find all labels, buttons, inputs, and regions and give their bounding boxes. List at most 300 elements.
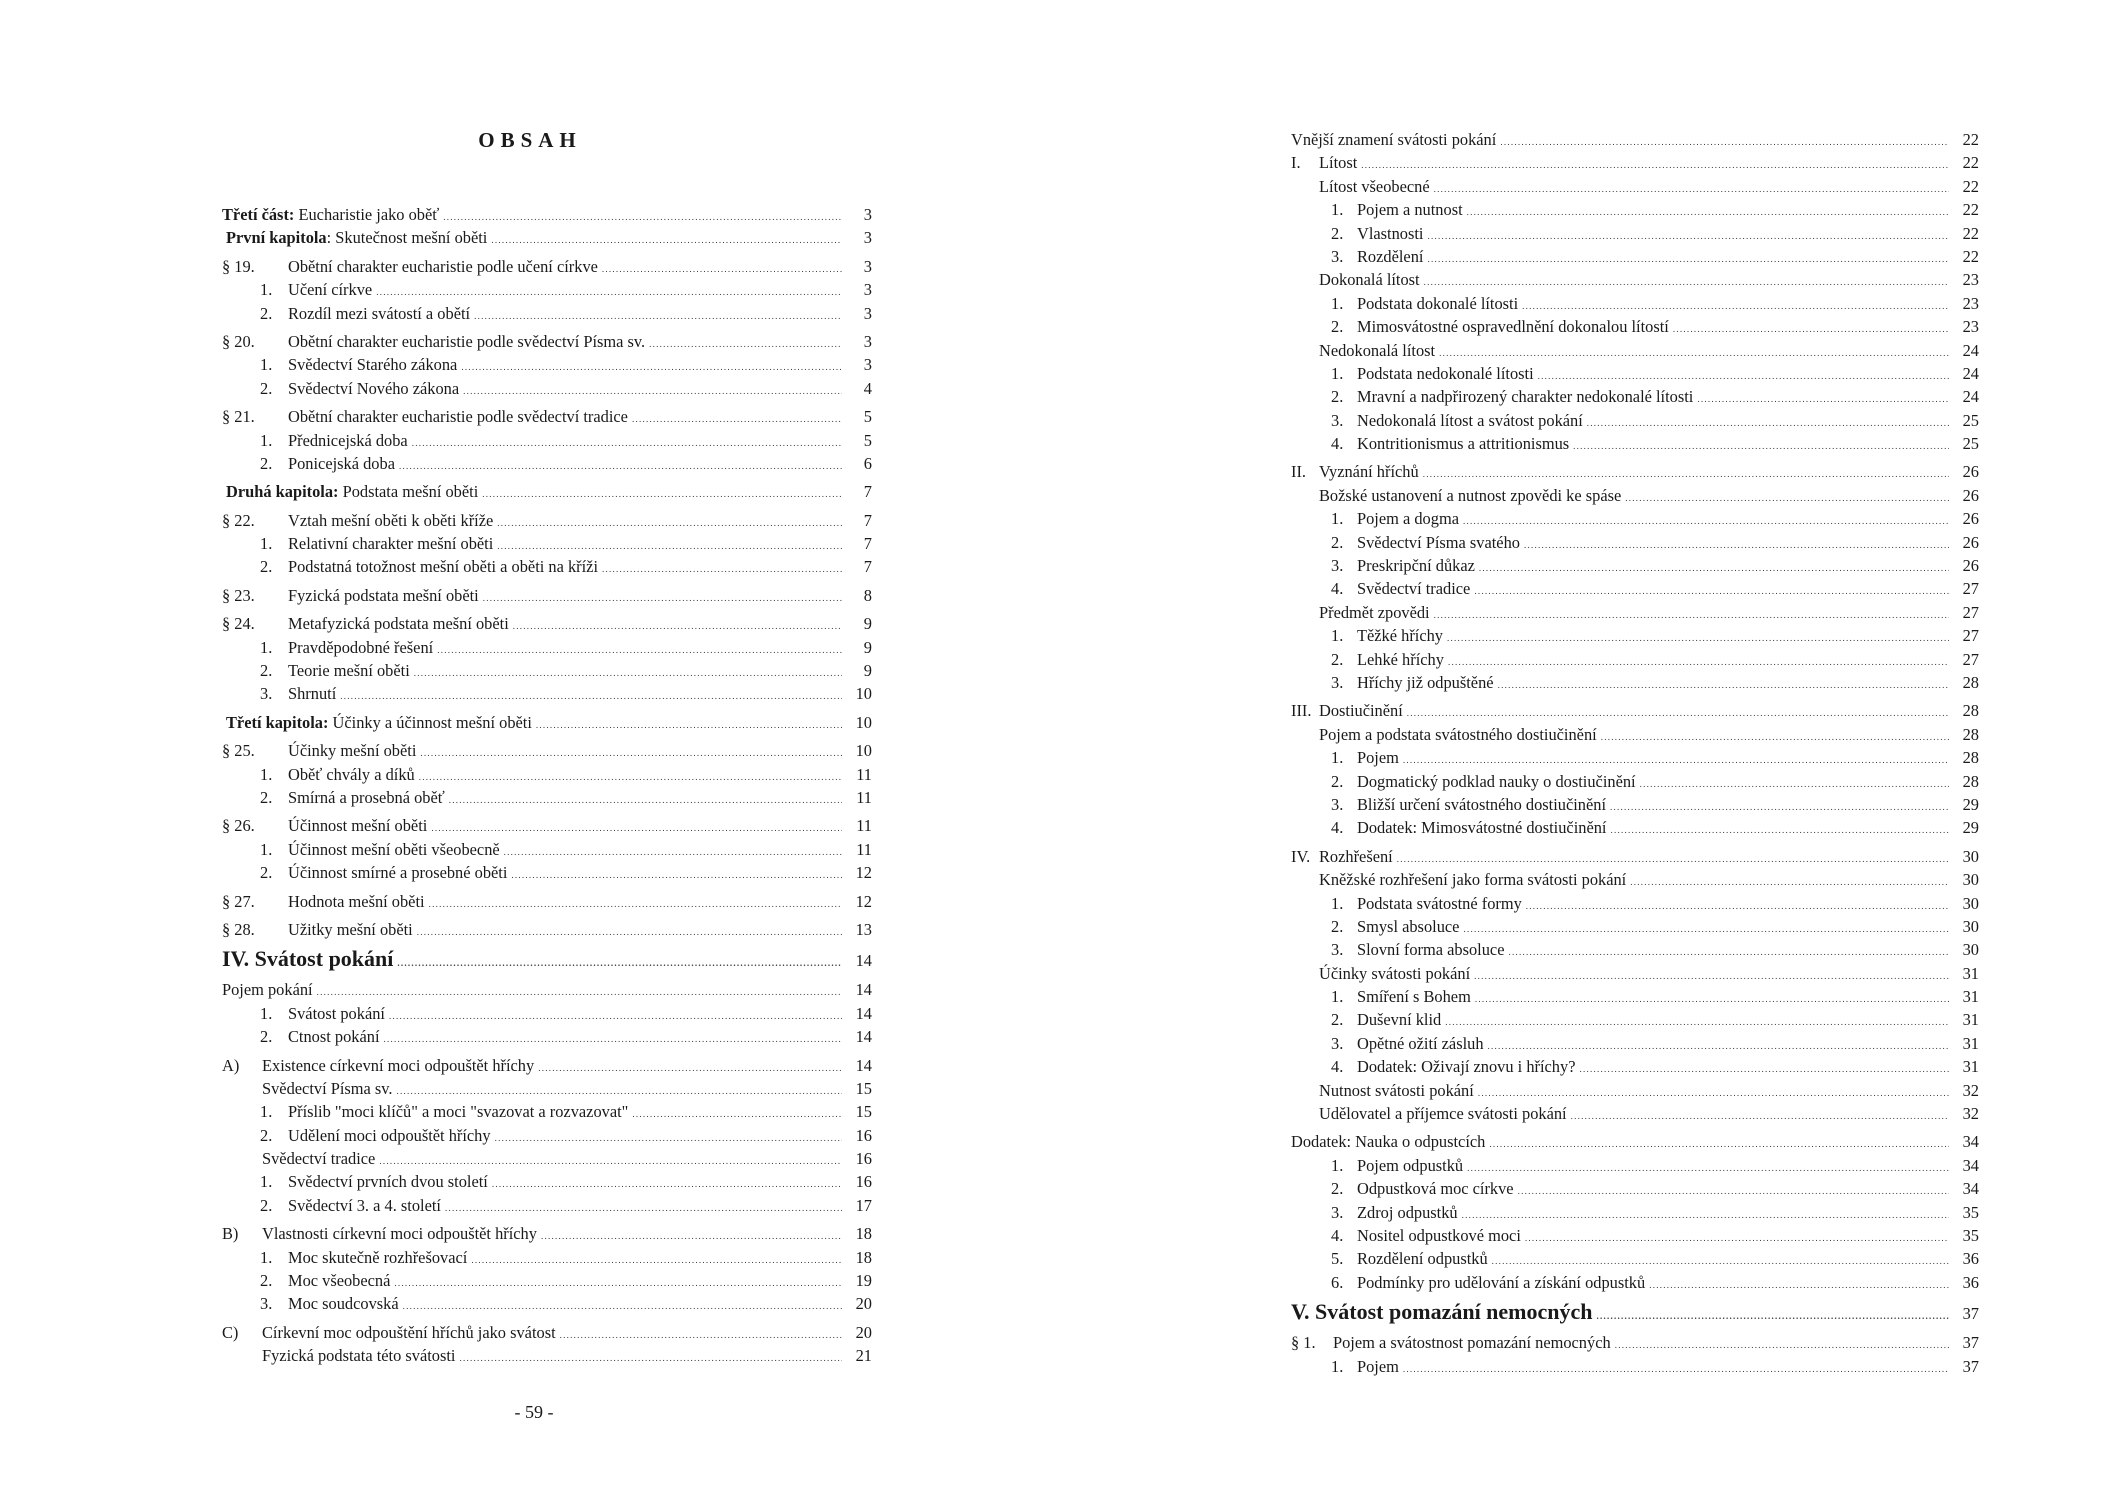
toc-entry-page: 36	[1962, 1249, 1979, 1269]
dot-leader	[560, 1323, 842, 1343]
toc-entry	[1291, 1273, 1979, 1296]
toc-entry-label: IV. Svátost pokání	[222, 946, 394, 972]
toc-entry-page: 37	[1962, 1333, 1979, 1353]
toc-entry-number: 1.	[260, 1172, 273, 1192]
dot-leader	[1640, 772, 1949, 792]
dot-leader	[1573, 434, 1949, 454]
toc-entry-label: Teorie mešní oběti	[288, 661, 410, 681]
toc-entry-page: 14	[855, 1027, 872, 1047]
toc-entry-label: Mimosvátostné ospravedlnění dokonalou lítostí	[1357, 317, 1669, 337]
toc-entry-page: 3	[863, 331, 872, 351]
toc-entry-page: 15	[855, 1078, 872, 1098]
toc-entry	[222, 1346, 872, 1369]
toc-entry-label: Nedokonalá lítost	[1319, 340, 1436, 360]
toc-entry-page: 24	[1962, 340, 1979, 360]
toc-entry-label: Smysl absoluce	[1357, 916, 1460, 936]
toc-entry-page: 18	[855, 1247, 872, 1267]
toc-entry-number: 1.	[1331, 626, 1344, 646]
toc-entry-label: Svědectví Písma sv.	[262, 1078, 393, 1098]
toc-entry-label-text: : Skutečnost mešní oběti	[326, 228, 488, 248]
toc-entry-page: 10	[855, 684, 872, 704]
toc-entry-page: 31	[1962, 963, 1979, 983]
toc-entry	[1291, 364, 1979, 387]
toc-entry	[1291, 940, 1979, 963]
toc-entry-label: Příslib "moci klíčů" a moci "svazovat a rozvazovat"	[288, 1102, 629, 1122]
toc-entry-number: 2.	[260, 453, 273, 473]
dot-leader	[1434, 177, 1949, 197]
toc-entry-label: Podstata svátostné formy	[1357, 893, 1522, 913]
toc-entry-number: 1.	[1331, 748, 1344, 768]
toc-entry-number: 1.	[1331, 293, 1344, 313]
dot-leader	[536, 713, 842, 733]
toc-entry-label: Pojem a svátostnost pomazání nemocných	[1333, 1333, 1611, 1353]
toc-entry-number: 3.	[1331, 410, 1344, 430]
toc-entry-label: Těžké hříchy	[1357, 626, 1444, 646]
toc-entry	[1291, 603, 1979, 626]
toc-entry-page: 11	[856, 839, 872, 859]
toc-entry-label: Učení církve	[288, 280, 373, 300]
toc-entry-page: 14	[855, 951, 872, 971]
toc-entry-number: 2.	[1331, 223, 1344, 243]
toc-entry-label: Ctnost pokání	[288, 1027, 380, 1047]
toc-entry	[222, 205, 872, 228]
toc-entry-page: 27	[1962, 602, 1979, 622]
toc-entry-label-text: Účinky a účinnost mešní oběti	[328, 712, 532, 732]
toc-entry-label: Moc soudcovská	[288, 1294, 399, 1314]
toc-entry-label: Pojem a podstata svátostného dostiučinění	[1319, 724, 1597, 744]
toc-entry-number: 1.	[260, 355, 273, 375]
toc-entry	[222, 614, 872, 637]
toc-entry-label: Účinky mešní oběti	[288, 741, 417, 761]
toc-entry	[1291, 1249, 1979, 1272]
toc-entry-page: 22	[1962, 176, 1979, 196]
toc-entry-label: Mravní a nadpřirozený charakter nedokonalé lítosti	[1357, 387, 1694, 407]
toc-entry-page: 29	[1962, 794, 1979, 814]
dot-leader	[1615, 1333, 1949, 1353]
toc-entry	[1291, 387, 1979, 410]
dot-leader	[1597, 1299, 1949, 1325]
toc-entry	[1291, 1104, 1979, 1127]
toc-entry	[222, 840, 872, 863]
toc-entry	[1291, 650, 1979, 673]
toc-entry-number: 2.	[260, 1271, 273, 1291]
toc-entry	[222, 304, 872, 327]
toc-entry-number: § 26.	[222, 816, 255, 836]
toc-entry-label: Užitky mešní oběti	[288, 919, 413, 939]
toc-entry-page: 26	[1962, 509, 1979, 529]
toc-entry-page: 13	[855, 919, 872, 939]
toc-entry-page: 10	[855, 712, 872, 732]
toc-entry-page: 30	[1962, 893, 1979, 913]
toc-entry-page: 14	[855, 1055, 872, 1075]
toc-entry-page: 14	[855, 1003, 872, 1023]
toc-entry-page: 23	[1962, 293, 1979, 313]
toc-entry	[1291, 1034, 1979, 1057]
toc-entry-page: 34	[1962, 1155, 1979, 1175]
dot-leader	[1673, 317, 1949, 337]
dot-leader	[1571, 1104, 1949, 1124]
toc-entry-number: § 22.	[222, 510, 255, 530]
dot-leader	[497, 534, 842, 554]
toc-entry	[222, 980, 872, 1003]
toc-entry-page: 23	[1962, 270, 1979, 290]
toc-entry-page: 37	[1962, 1304, 1979, 1324]
toc-entry-number: § 24.	[222, 614, 255, 634]
dot-leader	[1397, 847, 1949, 867]
toc-entry-label: Dodatek: Oživají znovu i hříchy?	[1357, 1057, 1576, 1077]
toc-entry-label: Zdroj odpustků	[1357, 1202, 1458, 1222]
toc-entry	[1291, 701, 1979, 724]
dot-leader	[602, 557, 842, 577]
toc-entry	[1291, 579, 1979, 602]
dot-leader	[1462, 1203, 1949, 1223]
toc-entry-label: Existence církevní moci odpouštět hříchy	[262, 1055, 535, 1075]
toc-entry-page: 27	[1962, 626, 1979, 646]
toc-entry-page: 17	[855, 1195, 872, 1215]
toc-entry-number: 2.	[1331, 387, 1344, 407]
toc-entry-number: 1.	[1331, 893, 1344, 913]
dot-leader	[384, 1027, 842, 1047]
toc-entry-label: Svědectví 3. a 4. století	[288, 1195, 441, 1215]
dot-leader	[632, 407, 842, 427]
toc-entry-page: 11	[856, 787, 872, 807]
toc-entry-page: 3	[863, 205, 872, 224]
toc-entry-page: 35	[1962, 1225, 1979, 1245]
toc-entry-label: Svědectví tradice	[262, 1149, 376, 1169]
toc-entry	[1291, 1132, 1979, 1155]
toc-entry	[222, 1196, 872, 1219]
toc-entry-bold-prefix: Třetí část:	[222, 205, 295, 224]
toc-entry	[222, 920, 872, 943]
toc-entry-label: Podstatná totožnost mešní oběti a oběti na kříži	[288, 557, 598, 577]
toc-entry-page: 4	[863, 378, 872, 398]
toc-entry-label: Moc všeobecná	[288, 1271, 391, 1291]
dot-leader	[1579, 1057, 1949, 1077]
toc-entry-number: 6.	[1331, 1272, 1344, 1292]
toc-entry-label: Podstata dokonalé lítosti	[1357, 293, 1519, 313]
toc-entry-label	[222, 205, 439, 225]
toc-entry-page: 3	[863, 303, 872, 323]
toc-entry-number: 1.	[260, 764, 273, 784]
toc-entry-page: 30	[1962, 940, 1979, 960]
toc-entry	[222, 1004, 872, 1027]
toc-entry-label: Smírná a prosebná oběť	[288, 787, 445, 807]
toc-entry	[222, 355, 872, 378]
toc-entry-page: 22	[1962, 223, 1979, 243]
dot-leader	[412, 431, 842, 451]
toc-entry	[1291, 1179, 1979, 1202]
dot-leader	[1423, 462, 1949, 482]
toc-entry-page: 24	[1962, 363, 1979, 383]
toc-entry-number: 2.	[1331, 1179, 1344, 1199]
toc-entry-number: § 27.	[222, 891, 255, 911]
toc-entry	[222, 661, 872, 684]
dot-leader	[1500, 130, 1949, 150]
dot-leader	[376, 280, 842, 300]
toc-entry-number: 1.	[260, 1003, 273, 1023]
toc-entry-number: II.	[1291, 462, 1307, 482]
toc-entry-number: 2.	[1331, 1010, 1344, 1030]
dot-leader	[471, 1248, 842, 1268]
toc-entry	[1291, 818, 1979, 841]
toc-entry-number: § 1.	[1291, 1333, 1316, 1353]
toc-entry	[1291, 294, 1979, 317]
dot-leader	[397, 946, 842, 972]
toc-entry	[1291, 847, 1979, 870]
toc-entry-label: Svědectví Starého zákona	[288, 355, 458, 375]
toc-entry-label: Dodatek: Mimosvátostné dostiučinění	[1357, 818, 1607, 838]
toc-entry-label: Udělovatel a příjemce svátosti pokání	[1319, 1104, 1567, 1124]
toc-entry-page: 22	[1962, 246, 1979, 266]
toc-entry-page: 32	[1962, 1104, 1979, 1124]
dot-leader	[1610, 818, 1949, 838]
toc-entry-page: 34	[1962, 1179, 1979, 1199]
toc-entry-page: 12	[855, 891, 872, 911]
toc-entry-page: 9	[863, 637, 872, 657]
toc-part-heading	[1291, 1299, 1979, 1333]
dot-leader	[461, 355, 842, 375]
toc-entry	[222, 1102, 872, 1125]
toc-entry-number: 3.	[1331, 1202, 1344, 1222]
toc-entry-number: 1.	[260, 1247, 273, 1267]
dot-leader	[1361, 153, 1949, 173]
toc-entry-page: 9	[863, 661, 872, 681]
toc-entry-page: 16	[855, 1149, 872, 1169]
dot-leader	[1488, 1034, 1949, 1054]
toc-entry-number: § 23.	[222, 585, 255, 605]
toc-entry-label: Svědectví Nového zákona	[288, 378, 460, 398]
toc-entry	[1291, 177, 1979, 200]
toc-entry	[222, 1248, 872, 1271]
dot-leader	[437, 638, 842, 658]
dot-leader	[443, 205, 842, 225]
toc-entry-bold-prefix: Třetí kapitola:	[226, 712, 329, 732]
toc-entry-label: V. Svátost pomazání nemocných	[1291, 1299, 1593, 1325]
toc-entry-page: 9	[863, 614, 872, 634]
dot-leader	[1489, 1132, 1949, 1152]
toc-entry-page: 15	[855, 1102, 872, 1122]
toc-entry-number: C)	[222, 1322, 239, 1342]
toc-entry-label: Pojem odpustků	[1357, 1155, 1464, 1175]
toc-entry-page: 7	[863, 510, 872, 530]
left-toc	[222, 205, 872, 1370]
dot-leader	[1649, 1273, 1949, 1293]
toc-entry	[222, 1271, 872, 1294]
toc-entry	[1291, 200, 1979, 223]
toc-entry-label	[226, 482, 478, 502]
toc-entry-label: Účinky svátosti pokání	[1319, 963, 1471, 983]
toc-entry-page: 27	[1962, 649, 1979, 669]
toc-entry-label: Obětní charakter eucharistie podle svědectví Písma sv.	[288, 331, 646, 351]
toc-entry-page: 28	[1962, 701, 1979, 721]
dot-leader	[449, 788, 842, 808]
dot-leader	[1424, 270, 1949, 290]
toc-title: OBSAH	[478, 128, 582, 152]
toc-entry-number: 3.	[1331, 246, 1344, 266]
toc-entry-number: 1.	[1331, 1155, 1344, 1175]
toc-entry	[1291, 153, 1979, 176]
dot-leader	[419, 765, 842, 785]
toc-entry-number: 4.	[1331, 818, 1344, 838]
toc-entry	[222, 1079, 872, 1102]
toc-entry-number: 2.	[260, 303, 273, 323]
dot-leader	[511, 863, 842, 883]
toc-entry	[222, 684, 872, 707]
toc-entry	[222, 557, 872, 580]
toc-entry-page: 7	[863, 557, 872, 577]
toc-entry-page: 30	[1962, 916, 1979, 936]
toc-entry-page: 11	[856, 764, 872, 784]
toc-entry-number: 3.	[1331, 794, 1344, 814]
toc-entry-page: 22	[1962, 153, 1979, 173]
toc-entry-number: 1.	[260, 637, 273, 657]
toc-entry-number: 3.	[1331, 1033, 1344, 1053]
toc-entry	[1291, 964, 1979, 987]
toc-entry-label: Pravděpodobné řešení	[288, 637, 434, 657]
toc-entry	[1291, 486, 1979, 509]
toc-entry-page: 16	[855, 1125, 872, 1145]
toc-entry-page: 26	[1962, 556, 1979, 576]
dot-leader	[483, 586, 842, 606]
dot-leader	[1407, 701, 1949, 721]
toc-entry-number: 2.	[1331, 649, 1344, 669]
dot-leader	[1498, 673, 1949, 693]
dot-leader	[1463, 509, 1949, 529]
toc-entry-page: 26	[1962, 485, 1979, 505]
toc-entry-number: 1.	[260, 280, 273, 300]
toc-entry-number: 2.	[260, 378, 273, 398]
toc-entry	[1291, 626, 1979, 649]
toc-entry-page: 18	[855, 1224, 872, 1244]
toc-entry-page: 37	[1962, 1356, 1979, 1376]
toc-entry-number: 1.	[1331, 363, 1344, 383]
dot-leader	[340, 684, 842, 704]
dot-leader	[429, 892, 842, 912]
toc-entry-number: 2.	[1331, 916, 1344, 936]
toc-entry-number: 2.	[260, 1195, 273, 1215]
toc-entry-label: Církevní moc odpouštění hříchů jako svátost	[262, 1322, 556, 1342]
toc-entry-label: Obětní charakter eucharistie podle svědectví tradice	[288, 407, 628, 427]
dot-leader	[394, 1271, 842, 1291]
dot-leader	[1610, 795, 1949, 815]
dot-leader	[379, 1149, 842, 1169]
toc-entry-label: Smíření s Bohem	[1357, 987, 1471, 1007]
toc-entry-page: 28	[1962, 771, 1979, 791]
dot-leader	[497, 511, 842, 531]
dot-leader	[474, 304, 842, 324]
dot-leader	[649, 332, 842, 352]
toc-entry	[1291, 1010, 1979, 1033]
toc-entry-number: 3.	[260, 684, 273, 704]
toc-entry-page: 14	[855, 980, 872, 1000]
toc-entry	[222, 1224, 872, 1247]
toc-entry-number: 4.	[1331, 434, 1344, 454]
toc-entry-label: Podmínky pro udělování a získání odpustků	[1357, 1272, 1646, 1292]
toc-entry-label: Fyzická podstata této svátosti	[262, 1346, 456, 1366]
toc-entry-page: 29	[1962, 818, 1979, 838]
toc-entry-page: 30	[1962, 870, 1979, 890]
toc-entry	[222, 534, 872, 557]
toc-entry-page: 11	[856, 816, 872, 836]
toc-entry-label: Pojem a nutnost	[1357, 200, 1463, 220]
toc-entry-page: 28	[1962, 724, 1979, 744]
toc-entry-label: Obětní charakter eucharistie podle učení církve	[288, 256, 598, 276]
toc-entry	[1291, 1081, 1979, 1104]
toc-entry-number: 1.	[260, 430, 273, 450]
dot-leader	[1474, 964, 1949, 984]
toc-entry	[1291, 224, 1979, 247]
dot-leader	[1403, 748, 1949, 768]
dot-leader	[317, 980, 842, 1000]
toc-entry	[222, 788, 872, 811]
dot-leader	[1524, 533, 1949, 553]
dot-leader	[1474, 579, 1949, 599]
toc-entry	[1291, 894, 1979, 917]
toc-entry-page: 16	[855, 1172, 872, 1192]
toc-entry	[1291, 1057, 1979, 1080]
toc-entry-page: 22	[1962, 200, 1979, 220]
toc-entry-number: § 19.	[222, 256, 255, 276]
toc-entry-label: Nedokonalá lítost a svátost pokání	[1357, 410, 1583, 430]
toc-entry	[222, 407, 872, 430]
toc-entry-page: 24	[1962, 387, 1979, 407]
toc-entry-page: 25	[1962, 434, 1979, 454]
dot-leader	[1697, 387, 1949, 407]
dot-leader	[463, 379, 842, 399]
dot-leader	[495, 1126, 842, 1146]
toc-entry-label: Opětné ožití zásluh	[1357, 1033, 1484, 1053]
toc-entry-label: Lítost	[1319, 153, 1358, 173]
toc-entry-label: Vlastnosti církevní moci odpouštět hříchy	[262, 1224, 537, 1244]
dot-leader	[1427, 224, 1949, 244]
toc-entry-page: 19	[855, 1271, 872, 1291]
dot-leader	[420, 741, 842, 761]
toc-entry-number: 4.	[1331, 1225, 1344, 1245]
toc-entry-page: 21	[855, 1346, 872, 1366]
dot-leader	[1403, 1357, 1949, 1377]
toc-entry-number: 2.	[260, 787, 273, 807]
toc-entry-label: Svědectví prvních dvou století	[288, 1172, 488, 1192]
toc-entry-label: Shrnutí	[288, 684, 337, 704]
dot-leader	[492, 1172, 842, 1192]
dot-leader	[1522, 294, 1949, 314]
toc-entry	[222, 1294, 872, 1317]
toc-entry-label: Vztah mešní oběti k oběti kříže	[288, 510, 494, 530]
toc-entry-label	[226, 713, 532, 733]
dot-leader	[541, 1224, 842, 1244]
dot-leader	[431, 816, 842, 836]
dot-leader	[1518, 1179, 1949, 1199]
toc-entry	[222, 431, 872, 454]
toc-entry-page: 7	[863, 534, 872, 554]
toc-entry	[1291, 341, 1979, 364]
toc-entry-label: Nutnost svátosti pokání	[1319, 1080, 1474, 1100]
toc-entry-label-text: Podstata mešní oběti	[338, 482, 479, 502]
toc-entry	[222, 280, 872, 303]
toc-entry-label: Slovní forma absoluce	[1357, 940, 1505, 960]
toc-entry-number: § 25.	[222, 741, 255, 761]
toc-entry	[222, 1126, 872, 1149]
dot-leader	[1475, 987, 1949, 1007]
dot-leader	[403, 1294, 842, 1314]
toc-entry-label: Účinnost mešní oběti	[288, 816, 428, 836]
toc-entry	[1291, 270, 1979, 293]
toc-entry-label: Metafyzická podstata mešní oběti	[288, 614, 509, 634]
toc-entry-page: 3	[863, 355, 872, 375]
dot-leader	[491, 228, 842, 248]
toc-entry	[1291, 556, 1979, 579]
toc-entry-page: 22	[1962, 130, 1979, 149]
